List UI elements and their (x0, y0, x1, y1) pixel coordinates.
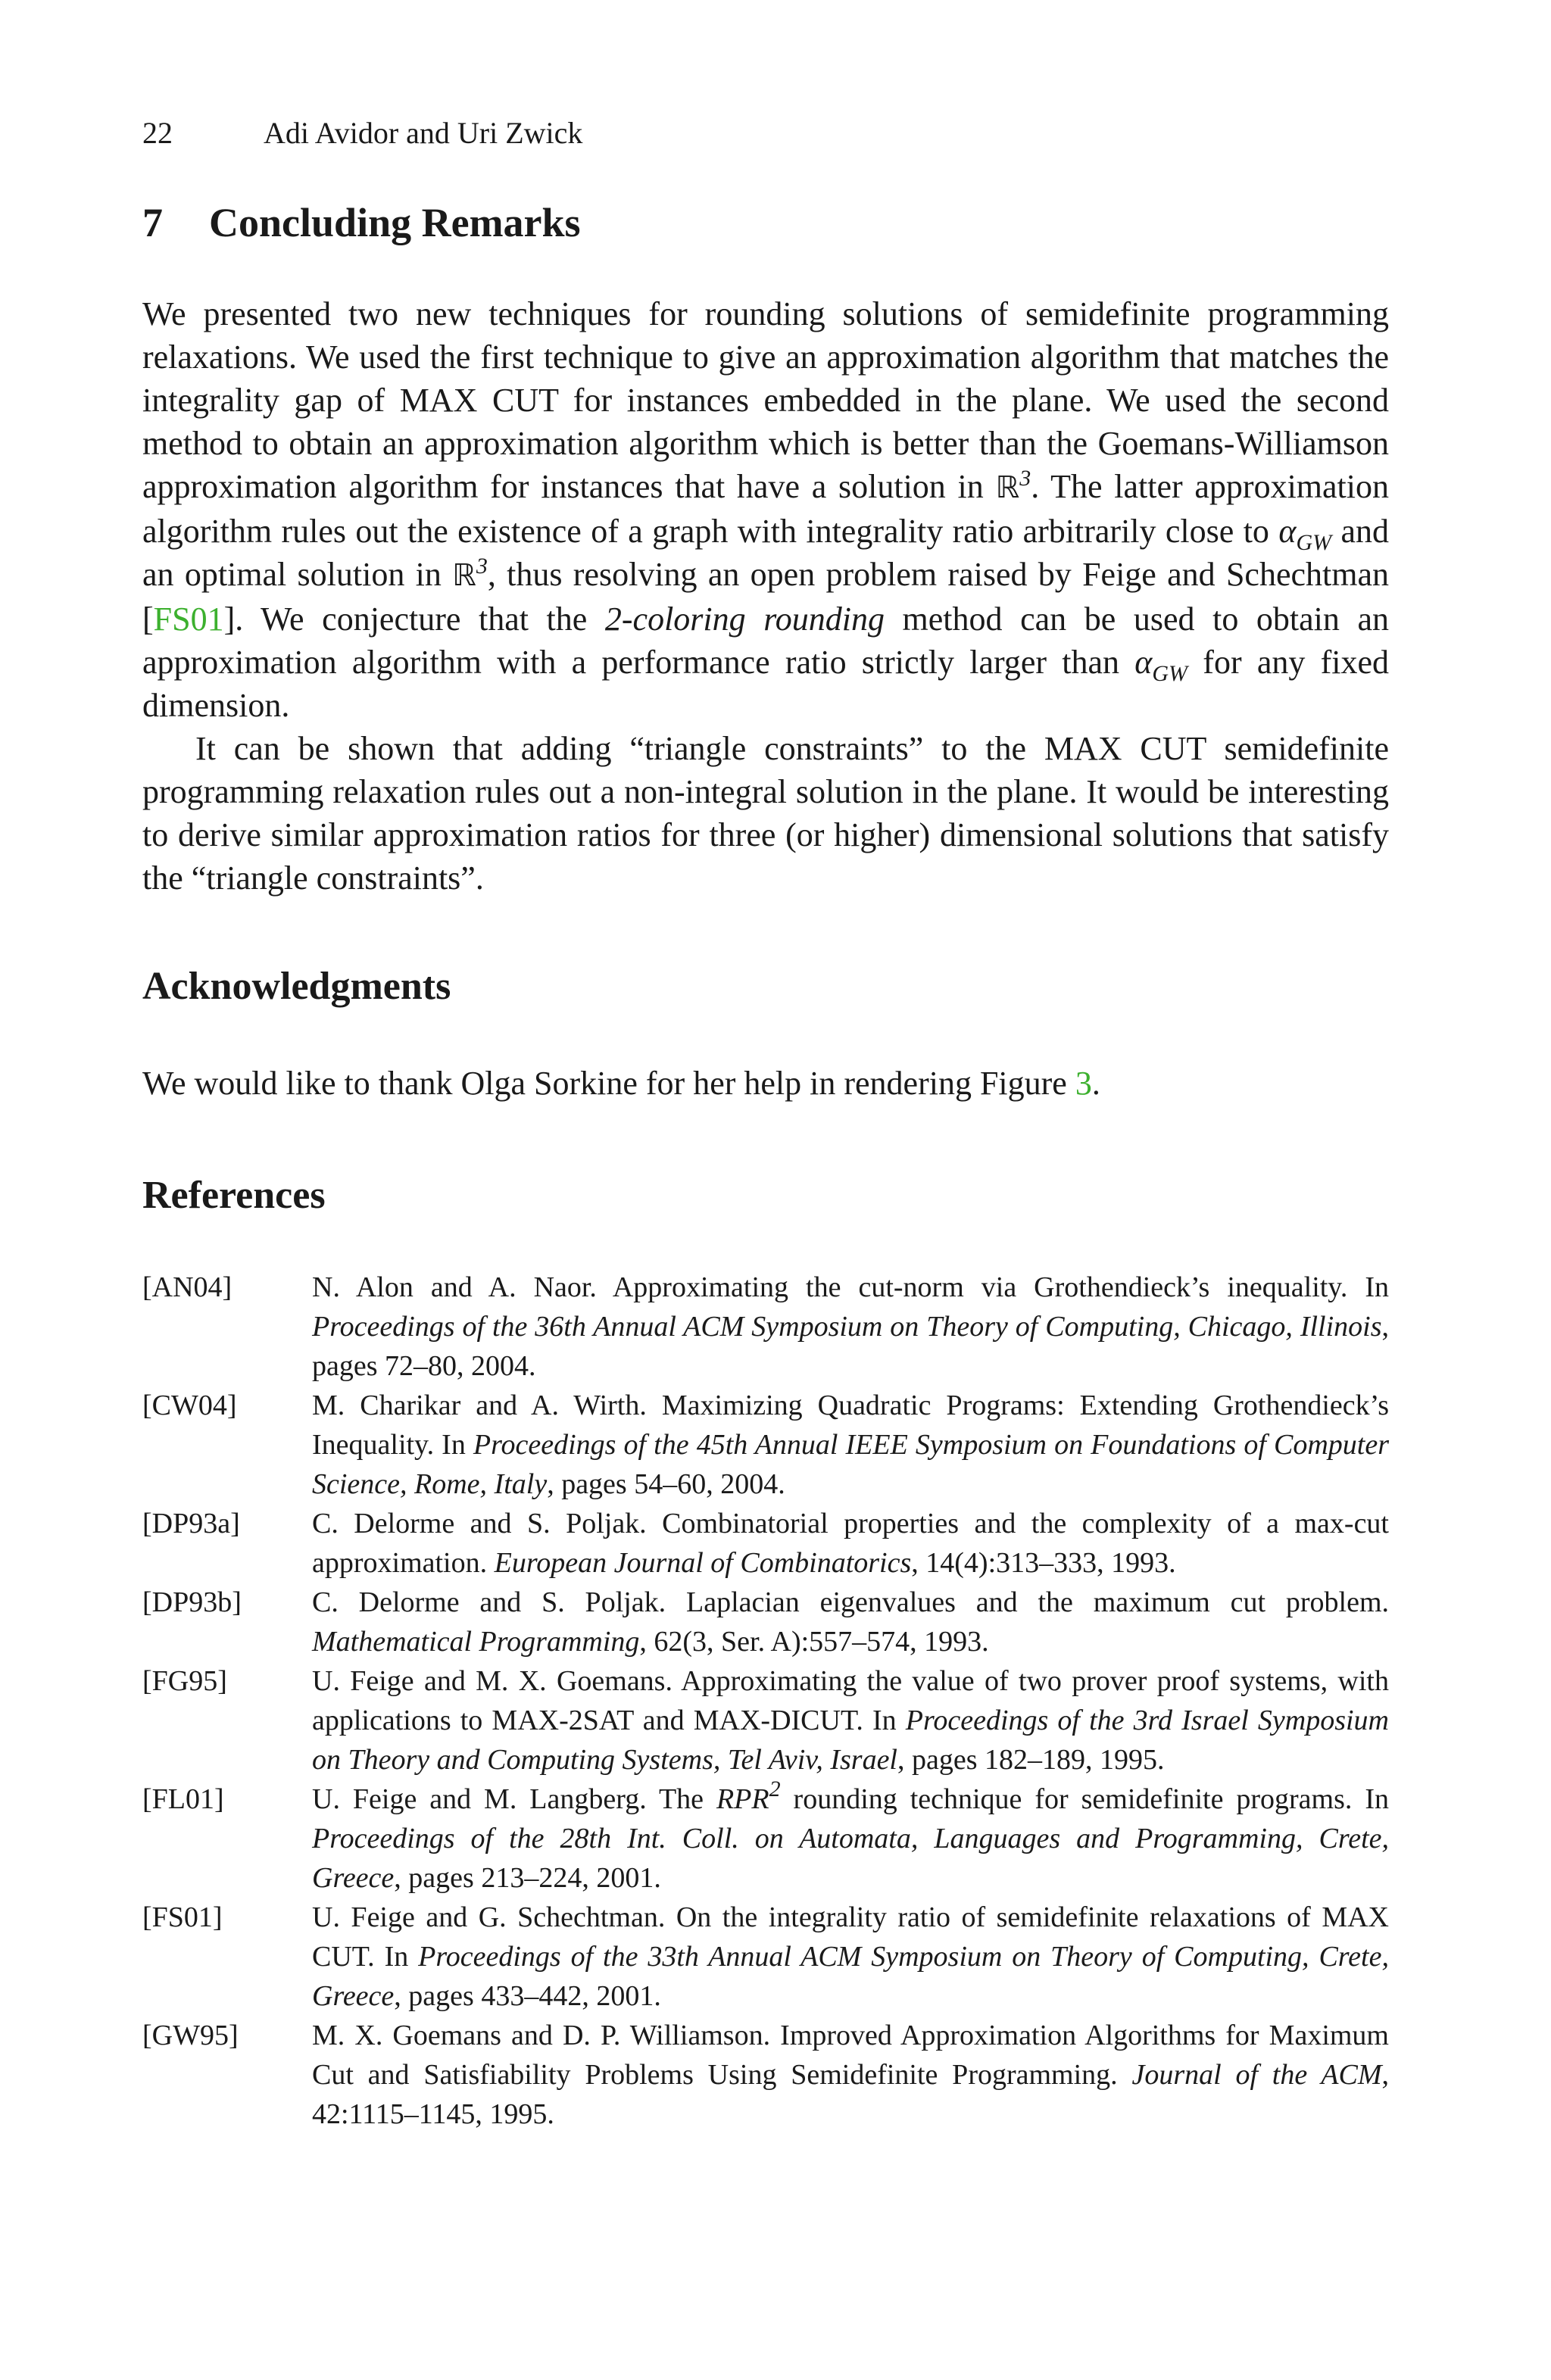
emphasis: 2-coloring rounding (604, 600, 885, 638)
reference-item (142, 1776, 1389, 1898)
reference-text: C. Delorme and S. Poljak. Combinatorial properties and the complexity of a max-cut approximation. European Journal of Combinatorics, 14(4):313–333, 1993. (312, 1508, 1389, 1579)
reference-key: [FL01] (142, 1783, 224, 1815)
running-head (142, 115, 582, 151)
paragraph-1: We presented two new techniques for rounding solutions of semidefinite programming relaxations. We used the first technique to give an approximation algorithm that matches the integrality gap of MAX CUT for instances embedded in the plane. We used the second method to obtain an approximation algorithm which is better than the Goemans-Williamson approximation algorithm for instances that have a solution in ℝ$^3$. The latter approximation algorithm rules out the existence of a graph with integrality ratio arbitrarily close to $\alpha_{GW}$ and an optimal solution in ℝ$^3$, thus resolving an open problem raised by Feige and Schechtman [FS01]. We conjecture that the 2-coloring rounding method can be used to obtain an approximation algorithm with a performance ratio strictly larger than $\alpha_{GW}$ for any fixed dimension. (142, 295, 1390, 724)
section-title-text: Concluding Remarks (209, 200, 581, 245)
reference-list (142, 1268, 1389, 2134)
reference-key: [CW04] (142, 1390, 237, 1421)
reference-item (142, 1898, 1389, 2016)
reference-text: M. Charikar and A. Wirth. Maximizing Quadratic Programs: Extending Grothendieck’s Inequality. In Proceedings of the 45th Annual IEEE Symposium on Foundations of Computer Science, Rome, Italy, pages 54–60, 2004. (312, 1390, 1389, 1500)
reference-text: C. Delorme and S. Poljak. Laplacian eigenvalues and the maximum cut problem. Mathematical Programming, 62(3, Ser. A):557–574, 1993. (312, 1586, 1389, 1658)
paragraph-2: It can be shown that adding “triangle constraints” to the MAX CUT semidefinite programming relaxation rules out a non-integral solution in the plane. It would be interesting to derive similar approximation ratios for three (or higher) dimensional solutions that satisfy the “triangle constraints”. (142, 730, 1389, 897)
reference-key: [DP93b] (142, 1586, 242, 1618)
figure-link[interactable]: 3 (1075, 1065, 1092, 1102)
section-body (142, 292, 1389, 900)
reference-item (142, 2016, 1389, 2134)
reference-key: [GW95] (142, 2020, 239, 2051)
reference-text: U. Feige and G. Schechtman. On the integrality ratio of semidefinite relaxations of MAX CUT. In Proceedings of the 33th Annual ACM Symposium on Theory of Computing, Crete, Greece, pages 433–442, 2001. (312, 1901, 1389, 2012)
reference-item (142, 1504, 1389, 1583)
citation-link-fs01[interactable]: FS01 (153, 600, 224, 638)
reference-text: N. Alon and A. Naor. Approximating the cut-norm via Grothendieck’s inequality. In Proceedings of the 36th Annual ACM Symposium on Theory of Computing, Chicago, Illinois, pages 72–80, 2004. (312, 1271, 1389, 1382)
reference-item (142, 1268, 1389, 1386)
references-heading: References (142, 1174, 326, 1217)
reference-text: U. Feige and M. X. Goemans. Approximating the value of two prover proof systems, with applications to MAX-2SAT and MAX-DICUT. In Proceedings of the 3rd Israel Symposium on Theory and Computing Systems, Tel Aviv, Israel, pages 182–189, 1995. (312, 1665, 1389, 1776)
reference-key: [FG95] (142, 1665, 227, 1697)
reference-text: M. X. Goemans and D. P. Williamson. Improved Approximation Algorithms for Maximum Cut and Satisfiability Problems Using Semidefinite Programming. Journal of the ACM, 42:1115–1145, 1995. (312, 2020, 1390, 2130)
reference-item (142, 1583, 1389, 1661)
reference-text: U. Feige and M. Langberg. The RPR$^2$ rounding technique for semidefinite programs. In Proceedings of the 28th Int. Coll. on Automata, Languages and Programming, Crete, Greece, pages 213–224, 2001. (312, 1776, 1389, 1894)
section-number: 7 (142, 200, 163, 245)
section-title (142, 198, 581, 247)
reference-key: [AN04] (142, 1271, 232, 1303)
reference-key: [FS01] (142, 1901, 223, 1933)
page-number: 22 (142, 116, 173, 150)
acknowledgments-text: We would like to thank Olga Sorkine for her help in rendering Figure 3. (142, 1065, 1100, 1102)
running-head-authors: Adi Avidor and Uri Zwick (264, 116, 583, 150)
acknowledgments-heading: Acknowledgments (142, 965, 451, 1008)
reference-item (142, 1386, 1389, 1504)
reference-item (142, 1661, 1389, 1780)
reference-key: [DP93a] (142, 1508, 240, 1539)
